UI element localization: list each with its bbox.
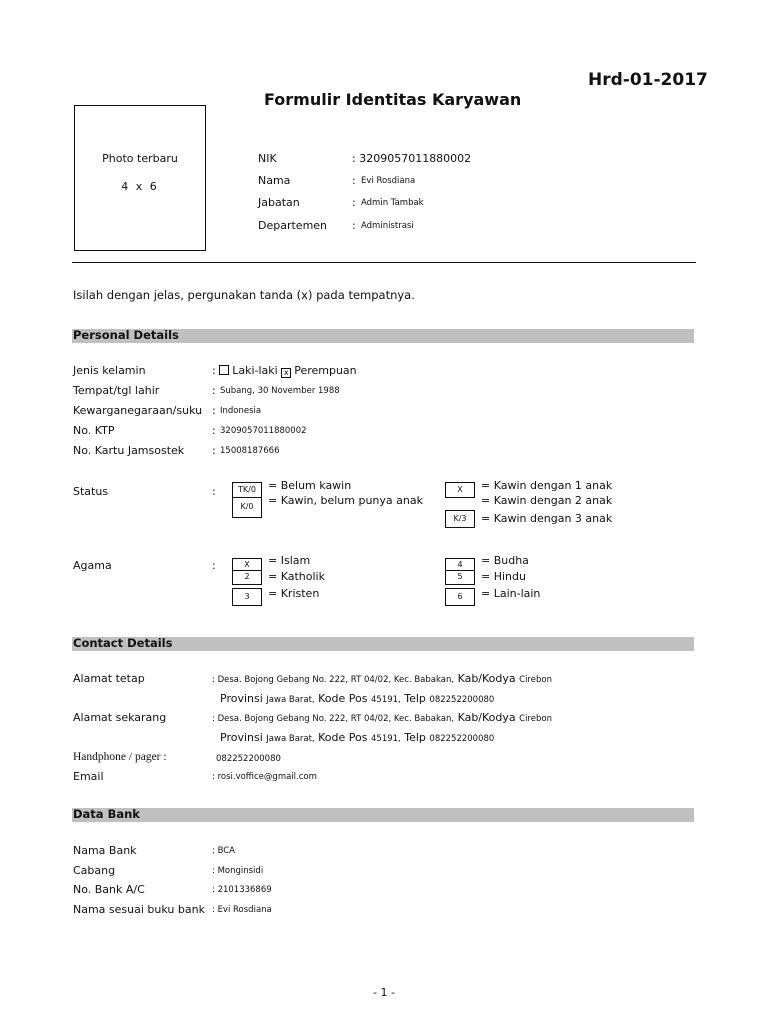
tempat-colon: : (212, 384, 216, 397)
contact-section-bar (72, 637, 694, 651)
status-k2-label: = Kawin dengan 2 anak (481, 494, 613, 507)
agama-budha-label: = Budha (481, 554, 529, 567)
document-code: Hrd-01-2017 (588, 70, 708, 90)
jamsostek-label: No. Kartu Jamsostek (73, 444, 185, 457)
agama-colon: : (212, 559, 216, 572)
tempat-value: Subang, 30 November 1988 (220, 386, 340, 396)
jenis-kelamin-label: Jenis kelamin (73, 364, 146, 377)
alamat-sekarang-line1: : Desa. Bojong Gebang No. 222, RT 04/02, Kec. Babakan, Kab/Kodya Cirebon (212, 711, 552, 724)
photo-size: 4 x 6 (121, 180, 159, 193)
status-k3-box[interactable]: K/3 (445, 510, 475, 528)
alamat-tetap-line1: : Desa. Bojong Gebang No. 222, RT 04/02, Kec. Babakan, Kab/Kodya Cirebon (212, 672, 552, 685)
ktp-label: No. KTP (73, 424, 115, 437)
agama-lain-label: = Lain-lain (481, 587, 541, 600)
perempuan-label: Perempuan (294, 364, 357, 377)
alamat-sekarang-line2: Provinsi Jawa Barat, Kode Pos 45191, Telp 082252200080 (220, 731, 495, 744)
status-k1-box[interactable]: X (445, 482, 475, 498)
nama-bank-value: : BCA (212, 846, 235, 856)
cabang-label: Cabang (73, 864, 116, 877)
agama-hindu-label: = Hindu (481, 570, 526, 583)
ktp-value: 3209057011880002 (220, 426, 307, 436)
departemen-colon: : (352, 219, 356, 232)
laki-label: Laki-laki (232, 364, 278, 377)
warga-value: Indonesia (220, 406, 262, 416)
agama-lain-box[interactable]: 6 (445, 588, 475, 606)
alamat-tetap-line2: Provinsi Jawa Barat, Kode Pos 45191, Telp 082252200080 (220, 692, 495, 705)
handphone-value: 082252200080 (216, 754, 281, 764)
jamsostek-colon: : (212, 444, 216, 457)
email-label: Email (73, 770, 104, 783)
agama-budha-box[interactable]: 4 (445, 558, 475, 571)
nama-buku-label: Nama sesuai buku bank (73, 903, 205, 916)
email-value: : rosi.voffice@gmail.com (212, 772, 317, 782)
jabatan-colon: : (352, 196, 356, 209)
nama-value: Evi Rosdiana (361, 176, 416, 186)
photo-label: Photo terbaru (102, 152, 178, 165)
agama-katholik-box[interactable]: 2 (232, 571, 262, 585)
agama-katholik-label: = Katholik (268, 570, 325, 583)
cabang-value: : Monginsidi (212, 866, 264, 876)
status-tk0-box[interactable]: TK/0 (232, 482, 262, 498)
jenis-kelamin-value: : Laki-laki x Perempuan (212, 364, 357, 377)
departemen-value: Administrasi (361, 221, 414, 231)
photo-box (74, 105, 206, 251)
handphone-label: Handphone / pager : (73, 751, 167, 763)
jabatan-label: Jabatan (258, 196, 300, 209)
contact-section-title: Contact Details (73, 636, 173, 650)
header-divider (72, 262, 696, 263)
jamsostek-value: 15008187666 (220, 446, 280, 456)
personal-section-title: Personal Details (73, 328, 179, 342)
ktp-colon: : (212, 424, 216, 437)
bank-section-title: Data Bank (73, 807, 140, 821)
page-number: - 1 - (373, 986, 395, 999)
nik-value: : 3209057011880002 (352, 152, 472, 165)
no-bank-label: No. Bank A/C (73, 883, 145, 896)
bank-section-bar (72, 808, 694, 822)
nama-colon: : (352, 174, 356, 187)
status-label: Status (73, 485, 109, 498)
nik-label: NIK (258, 152, 277, 165)
laki-checkbox[interactable] (219, 365, 229, 375)
alamat-sekarang-label: Alamat sekarang (73, 711, 167, 724)
agama-hindu-box[interactable]: 5 (445, 571, 475, 585)
status-k0-box[interactable]: K/0 (232, 498, 262, 518)
status-k3-label: = Kawin dengan 3 anak (481, 512, 613, 525)
personal-section-bar (72, 329, 694, 343)
nama-bank-label: Nama Bank (73, 844, 137, 857)
agama-kristen-label: = Kristen (268, 587, 320, 600)
alamat-tetap-label: Alamat tetap (73, 672, 145, 685)
agama-islam-box[interactable]: X (232, 558, 262, 571)
no-bank-value: : 2101336869 (212, 885, 272, 895)
nama-buku-value: : Evi Rosdiana (212, 905, 272, 915)
status-k0-label: = Kawin, belum punya anak (268, 494, 423, 507)
departemen-label: Departemen (258, 219, 328, 232)
status-k1-label: = Kawin dengan 1 anak (481, 479, 613, 492)
status-tk0-label: = Belum kawin (268, 479, 352, 492)
tempat-label: Tempat/tgl lahir (73, 384, 160, 397)
form-title: Formulir Identitas Karyawan (264, 90, 522, 109)
warga-colon: : (212, 404, 216, 417)
jabatan-value: Admin Tambak (361, 198, 424, 208)
agama-label: Agama (73, 559, 112, 572)
instruction-text: Isilah dengan jelas, pergunakan tanda (x) pada tempatnya. (73, 288, 415, 302)
perempuan-checkbox[interactable]: x (281, 368, 291, 378)
agama-islam-label: = Islam (268, 554, 311, 567)
status-colon: : (212, 485, 216, 498)
nama-label: Nama (258, 174, 291, 187)
agama-kristen-box[interactable]: 3 (232, 588, 262, 606)
warga-label: Kewarganegaraan/suku (73, 404, 203, 417)
